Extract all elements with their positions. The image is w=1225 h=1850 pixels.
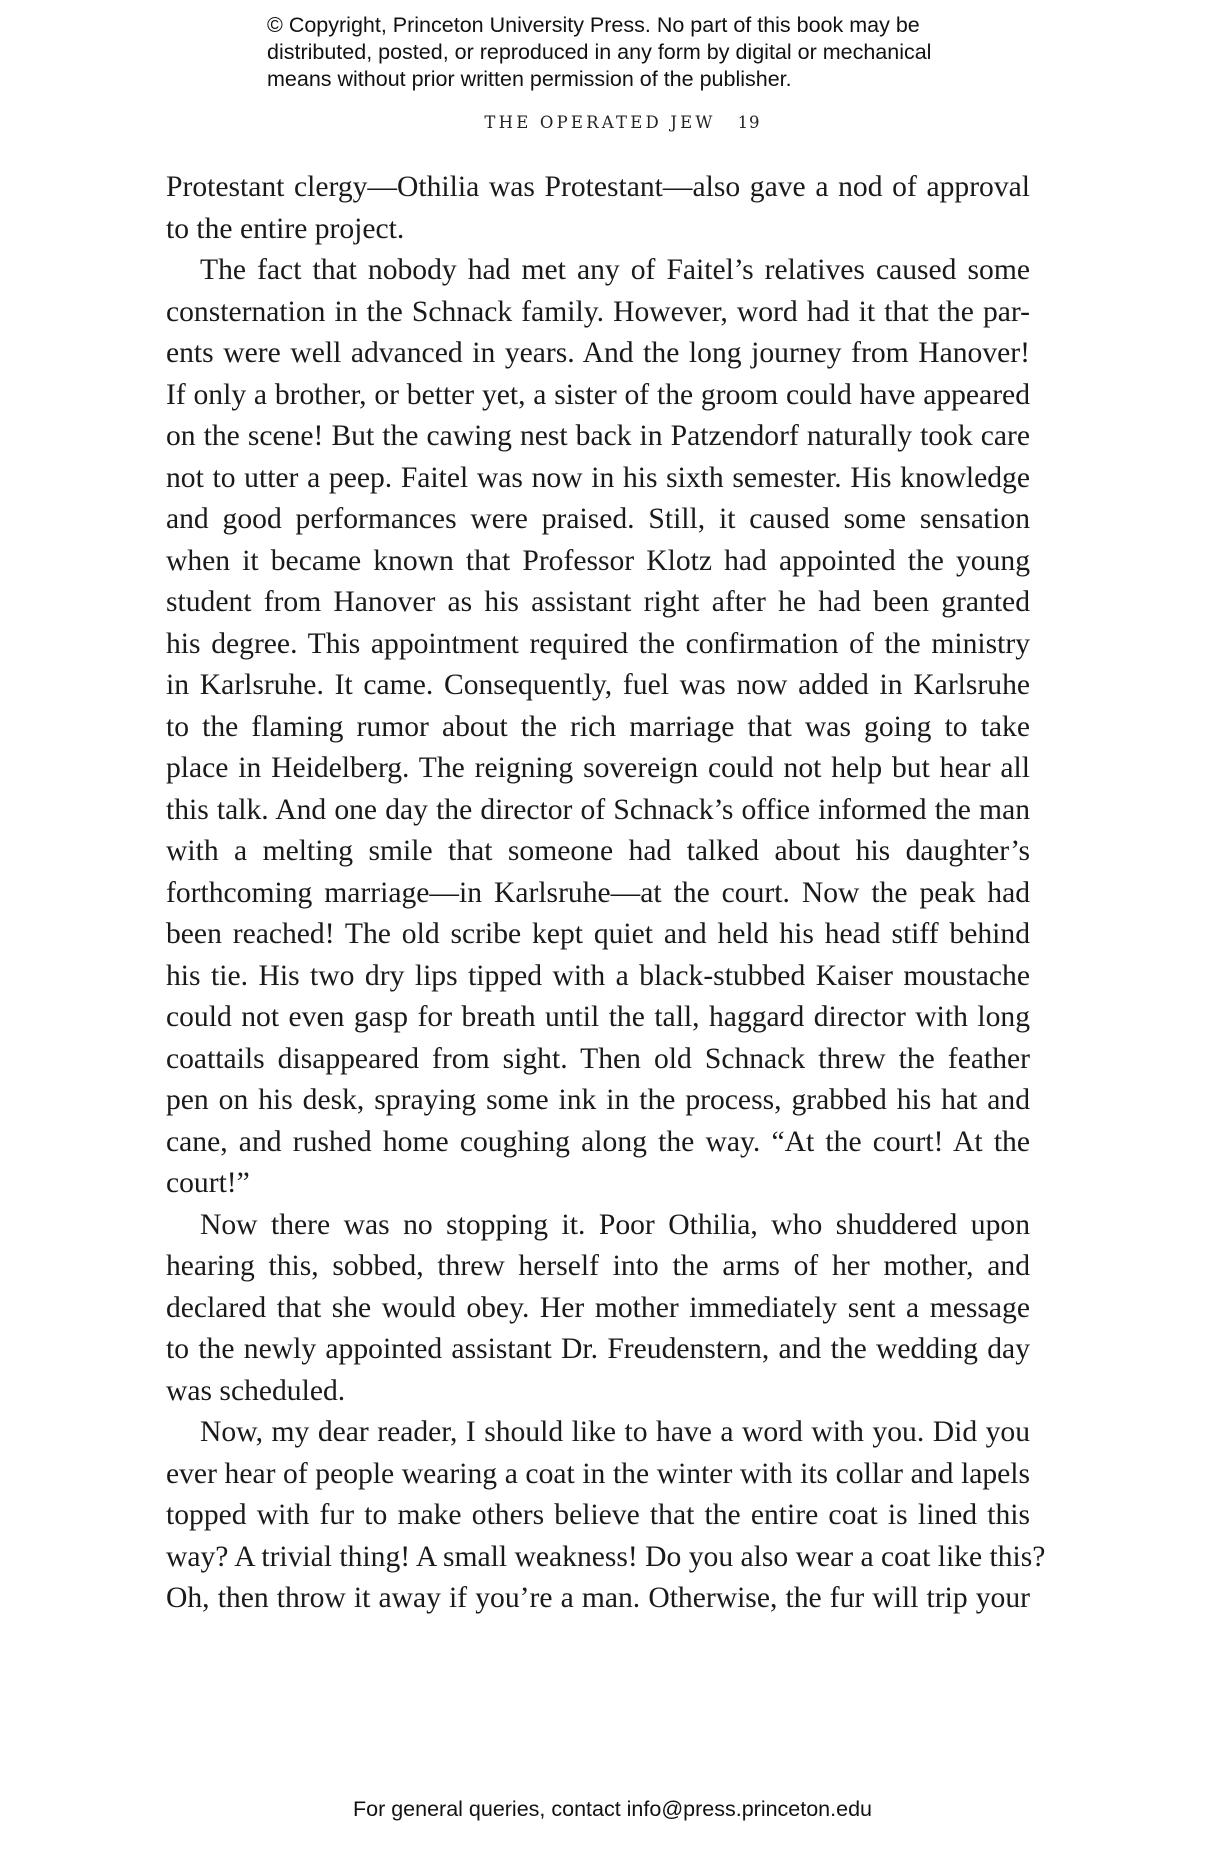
footer-contact: For general queries, contact info@press.princeton.edu [352,1797,872,1821]
text-line: to the newly appointed assistant Dr. Freudenstern, and the wedding day [166,1333,1030,1365]
running-head [0,113,1225,132]
text-line: could not even gasp for breath until the tall, haggard director with long [166,1001,1030,1033]
text-line: and good performances were praised. Still, it caused some sensation [166,503,1030,535]
text-line: Oh, then throw it away if you’re a man. Otherwise, the fur will trip your [166,1582,1030,1614]
text-line: court!” [166,1167,250,1199]
text-line: to the flaming rumor about the rich marriage that was going to take [166,710,1030,743]
text-line: this talk. And one day the director of Schnack’s office informed the man [166,793,1030,826]
text-line: hearing this, sobbed, threw herself into the arms of her mother, and [166,1250,1030,1282]
text-line: his tie. His two dry lips tipped with a black-stubbed Kaiser moustache [166,959,1030,992]
text-line: Protestant clergy—Othilia was Protestant—also gave a nod of approval [166,171,1030,203]
text-line: not to utter a peep. Faitel was now in his sixth semester. His knowledge [166,461,1030,494]
running-head-title: THE OPERATED JEW [484,113,716,132]
copyright-notice [267,12,1027,93]
text-line: The fact that nobody had met any of Faitel’s relatives caused some [200,254,1030,286]
text-line: student from Hanover as his assistant right after he had been granted [166,586,1030,618]
copyright-line: © Copyright, Princeton University Press. No part of this book may be [267,13,920,37]
body-text [166,167,1046,1620]
text-line: been reached! The old scribe kept quiet and held his head stiff behind [166,918,1030,950]
text-line: forthcoming marriage—in Karlsruhe—at the court. Now the peak had [166,876,1030,909]
text-line: declared that she would obey. Her mother immediately sent a message [166,1291,1030,1324]
copyright-line: means without prior written permission of the publisher. [267,67,792,91]
text-line: his degree. This appointment required the confirmation of the ministry [166,627,1030,660]
text-line: Now there was no stopping it. Poor Othilia, who shuddered upon [200,1208,1030,1241]
text-line: in Karlsruhe. It came. Consequently, fuel was now added in Karlsruhe [166,669,1030,701]
text-line: ents were well advanced in years. And the long journey from Hanover! [166,337,1030,369]
text-line: ever hear of people wearing a coat in the winter with its collar and lapels [166,1457,1030,1490]
text-line: with a melting smile that someone had talked about his daughter’s [166,835,1030,867]
text-line: was scheduled. [166,1374,346,1407]
text-line: pen on his desk, spraying some ink in the process, grabbed his hat and [166,1084,1030,1116]
text-line: topped with fur to make others believe that the entire coat is lined this [166,1499,1030,1531]
text-line: way? A trivial thing! A small weakness! Do you also wear a coat like this? [166,1540,1046,1573]
text-line: cane, and rushed home coughing along the way. “At the court! At the [166,1125,1030,1158]
text-line: coattails disappeared from sight. Then old Schnack threw the feather [166,1042,1030,1075]
text-line: on the scene! But the cawing nest back in Patzendorf naturally took care [166,420,1030,452]
text-line: when it became known that Professor Klotz had appointed the young [166,544,1030,577]
text-line: If only a brother, or better yet, a sister of the groom could have appeared [166,378,1030,411]
text-line: consternation in the Schnack family. However, word had it that the par- [166,295,1030,328]
copyright-line: distributed, posted, or reproduced in any form by digital or mechanical [267,40,932,64]
text-line: place in Heidelberg. The reigning sovereign could not help but hear all [166,752,1030,784]
text-line: Now, my dear reader, I should like to have a word with you. Did you [200,1416,1030,1448]
text-line: to the entire project. [166,212,405,245]
page-number: 19 [737,113,761,132]
